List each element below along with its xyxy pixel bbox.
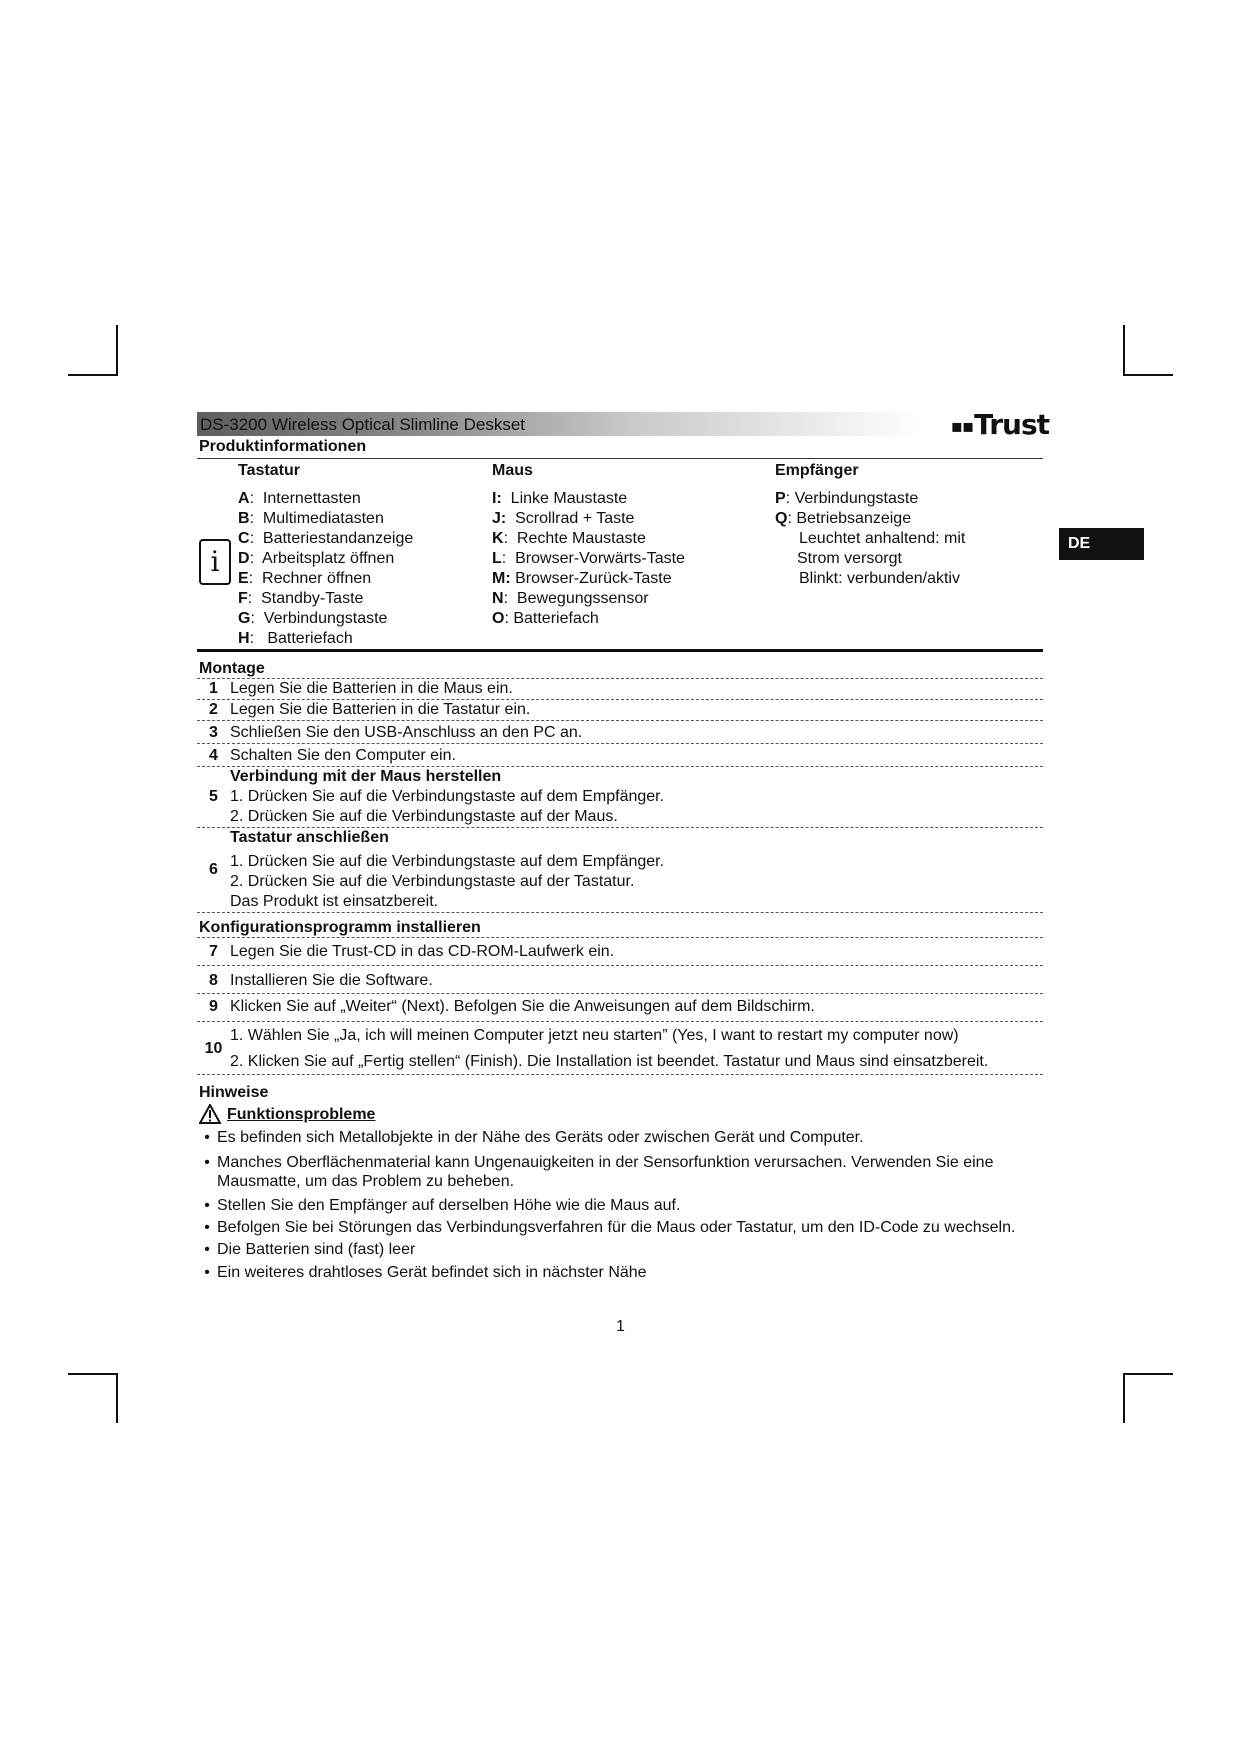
column-title: Maus — [492, 462, 533, 479]
list-item: • Es befinden sich Metallobjekte in der Nähe des Geräts oder zwischen Gerät und Computer. — [204, 1129, 864, 1146]
list-item: G: Verbindungstaste — [238, 610, 388, 627]
language-tab: DE — [1059, 528, 1144, 560]
column-tastatur — [238, 459, 413, 649]
notes-section — [197, 1083, 1043, 1282]
column-maus — [492, 459, 685, 629]
list-item: M: Browser-Zurück-Taste — [492, 570, 672, 587]
status-text: Leuchtet anhaltend: mit — [799, 530, 966, 547]
trust-logo: ▪▪Trust — [950, 408, 1049, 441]
product-title: DS-3200 Wireless Optical Slimline Deskset — [200, 415, 525, 434]
manual-page — [197, 408, 1049, 1285]
list-item: B: Multimediatasten — [238, 510, 384, 527]
notes-heading: Hinweise — [199, 1084, 269, 1101]
list-item: • Stellen Sie den Empfänger auf derselben Höhe wie die Maus auf. — [204, 1197, 681, 1214]
montage-heading: Montage — [199, 660, 265, 677]
warning-title: Funktionsprobleme — [197, 1104, 1043, 1124]
step-row: 5 Verbindung mit der Maus herstellen 1. Drücken Sie auf die Verbindungstaste auf dem Empfänger. 2. Drücken Sie auf die Verbindungstaste auf der Maus. — [197, 767, 1043, 828]
column-title: Tastatur — [238, 462, 300, 479]
list-item: O: Batteriefach — [492, 610, 599, 627]
step-row: 9 Klicken Sie auf „Weiter“ (Next). Befolgen Sie die Anweisungen auf dem Bildschirm. — [197, 994, 1043, 1022]
list-item: • Die Batterien sind (fast) leer — [204, 1241, 416, 1258]
step-row: 3 Schließen Sie den USB-Anschluss an den PC an. — [197, 721, 1043, 744]
crop-mark-tr-h — [1123, 374, 1173, 376]
step-row: 2 Legen Sie die Batterien in die Tastatur ein. — [197, 700, 1043, 721]
list-item: E: Rechner öffnen — [238, 570, 372, 587]
list-item: L: Browser-Vorwärts-Taste — [492, 550, 685, 567]
crop-mark-br-v — [1123, 1373, 1125, 1423]
crop-mark-tr-v — [1123, 325, 1125, 375]
product-info-section — [197, 459, 1043, 652]
list-item: H: Batteriefach — [238, 630, 353, 647]
list-item: • Befolgen Sie bei Störungen das Verbindungsverfahren für die Maus oder Tastatur, um den ID-Code zu wechseln. — [204, 1219, 1016, 1236]
list-item: P: Verbindungstaste — [775, 490, 919, 507]
step-row: 7 Legen Sie die Trust-CD in das CD-ROM-Laufwerk ein. — [197, 938, 1043, 966]
info-icon: i — [199, 539, 231, 585]
config-steps — [197, 938, 1043, 1075]
status-text: Strom versorgt — [797, 550, 902, 567]
warning-icon — [199, 1104, 221, 1124]
crop-mark-tl-h — [68, 374, 118, 376]
list-item: • Ein weiteres drahtloses Gerät befindet sich in nächster Nähe — [204, 1264, 647, 1281]
step-row: 1 Legen Sie die Batterien in die Maus ein. — [197, 678, 1043, 700]
step-row: 8 Installieren Sie die Software. — [197, 966, 1043, 994]
list-item: I: Linke Maustaste — [492, 490, 628, 507]
list-item: Q: Betriebsanzeige — [775, 510, 912, 527]
step-row: 10 1. Wählen Sie „Ja, ich will meinen Computer jetzt neu starten” (Yes, I want to restart my computer now) 2. Klicken Sie auf „Fertig stellen“ (Finish). Die Installation ist beendet. Tastatur und Maus sind einsatzbereit. — [197, 1022, 1043, 1075]
list-item: C: Batteriestandanzeige — [238, 530, 414, 547]
page-number: 1 — [616, 1318, 625, 1335]
header-bar — [197, 408, 1049, 441]
list-item: D: Arbeitsplatz öffnen — [238, 550, 395, 567]
step-row: 6 Tastatur anschließen 1. Drücken Sie auf die Verbindungstaste auf dem Empfänger. 2. Drücken Sie auf die Verbindungstaste auf der Tastatur. Das Produkt ist einsatzbereit. — [197, 828, 1043, 913]
list-item: A: Internettasten — [238, 490, 361, 507]
column-title: Empfänger — [775, 462, 859, 479]
step-row: 4 Schalten Sie den Computer ein. — [197, 744, 1043, 767]
list-item: J: Scrollrad + Taste — [492, 510, 635, 527]
crop-mark-bl-h — [68, 1373, 118, 1375]
crop-mark-bl-v — [116, 1373, 118, 1423]
crop-mark-tl-v — [116, 325, 118, 375]
montage-steps — [197, 678, 1043, 913]
crop-mark-br-h — [1123, 1373, 1173, 1375]
status-text: Blinkt: verbunden/aktiv — [799, 570, 960, 587]
list-item: K: Rechte Maustaste — [492, 530, 646, 547]
config-heading: Konfigurationsprogramm installieren — [197, 913, 1043, 938]
product-info-heading: Produktinformationen — [197, 438, 1043, 459]
list-item: N: Bewegungssensor — [492, 590, 649, 607]
column-empfaenger — [775, 459, 965, 589]
list-item: • Manches Oberflächenmaterial kann Ungenauigkeiten in der Sensorfunktion verursachen. Verwenden Sie eine Mausmatte, um das Problem zu beheben. — [204, 1154, 994, 1190]
list-item: F: Standby-Taste — [238, 590, 364, 607]
